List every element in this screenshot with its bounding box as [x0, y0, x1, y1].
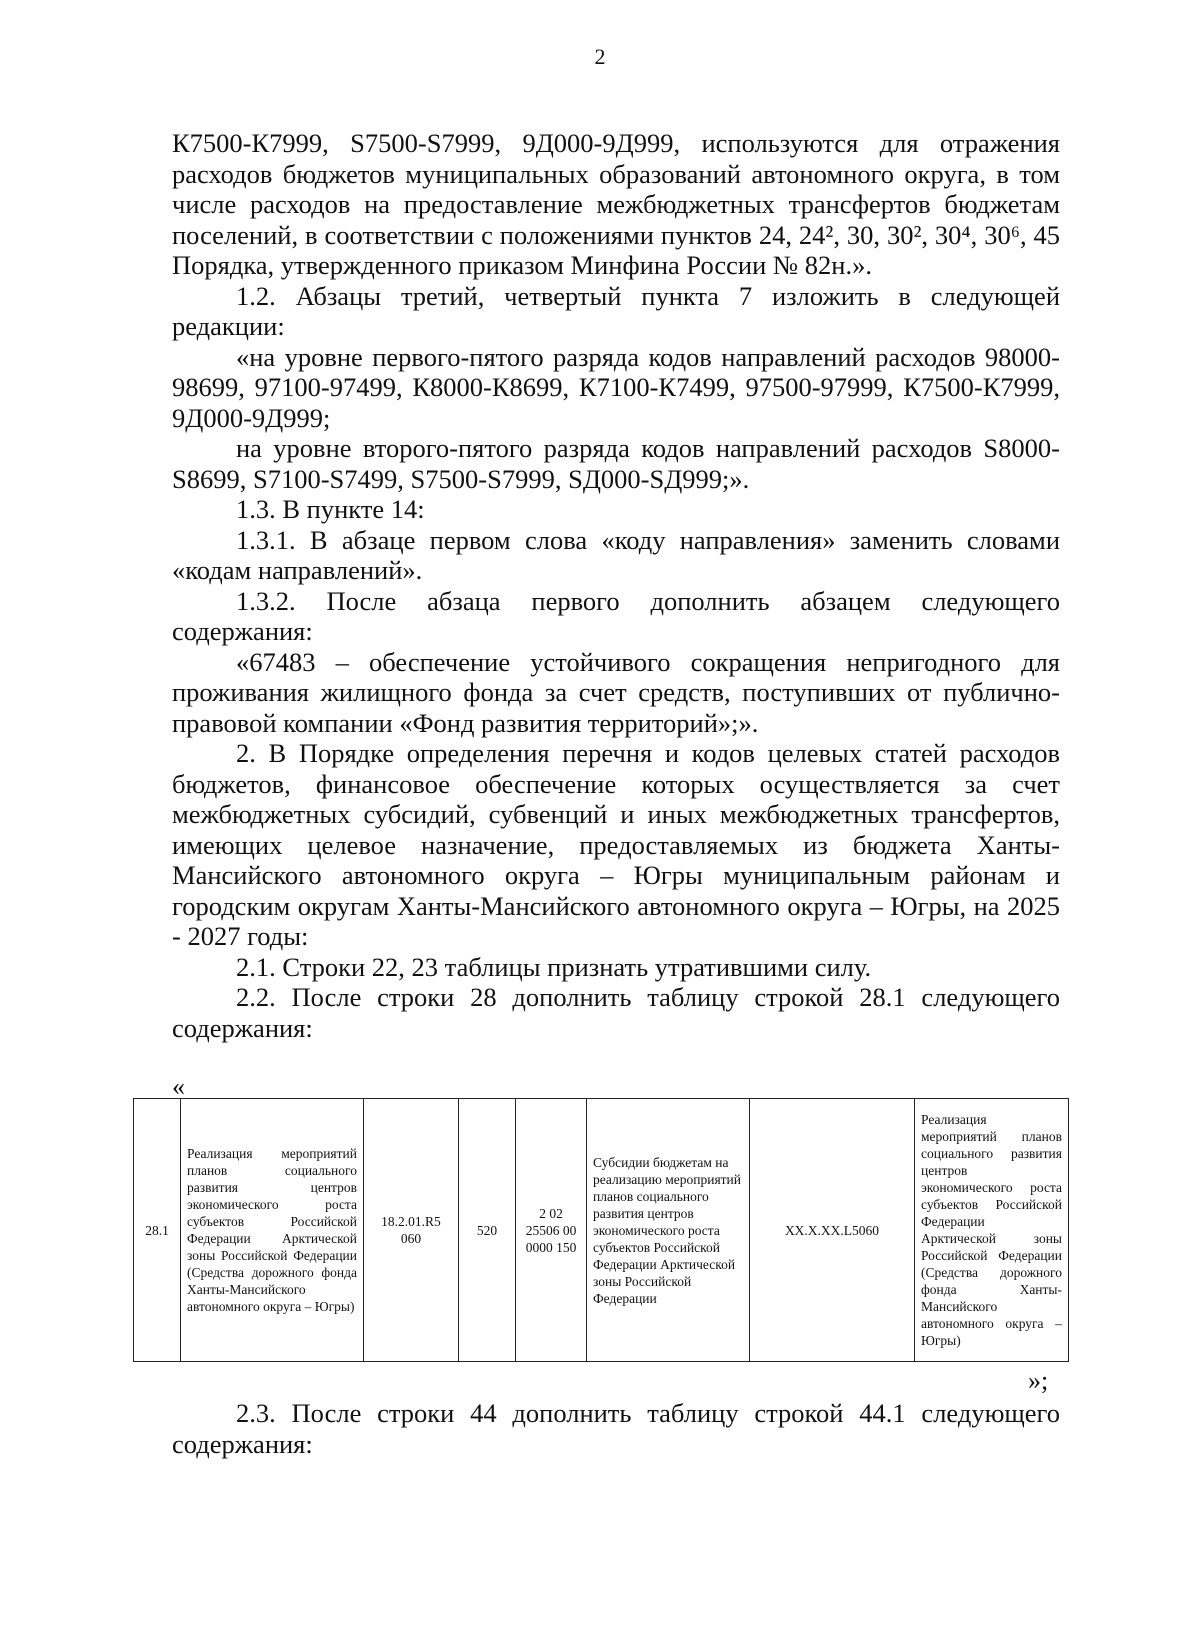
- quote-open-mark: «: [172, 1072, 185, 1101]
- paragraph: 1.3.1. В абзаце первом слова «коду направления» заменить словами «кодам направлений».: [172, 524, 1060, 585]
- document-tail: [172, 1398, 1060, 1459]
- paragraph: 1.3.2. После абзаца первого дополнить абзацем следующего содержания:: [172, 585, 1060, 646]
- expense-type-cell: 520: [459, 1099, 516, 1362]
- table-row: [134, 1099, 1069, 1362]
- paragraph: 1.3. В пункте 14:: [236, 494, 425, 524]
- quote-close-mark: »;: [1028, 1366, 1049, 1395]
- paragraph: «на уровне первого-пятого разряда кодов направлений расходов 98000-98699, 97100-97499, К8000-К8699, К7100-К7499, 97500-97999, К7500-К7999, 9Д000-9Д999;: [172, 341, 1060, 433]
- paragraph: К7500-К7999, S7500-S7999, 9Д000-9Д999, используются для отражения расходов бюджетов муниципальных образований автономного округа, в том числе расходов на предоставление межбюджетных трансфертов бюджетам поселений, в соответствии с положениями пунктов 24, 24², 30, 30², 30⁴, 30⁶, 45 Порядка, утвержденного приказом Минфина России № 82н.».: [172, 128, 1060, 280]
- paragraph: 2. В Порядке определения перечня и кодов целевых статей расходов бюджетов, финансовое обеспечение которых осуществляется за счет межбюджетных субсидий, субвенций и иных межбюджетных трансфертов, имеющих целевое назначение, предоставляемых из бюджета Ханты-Мансийского автономного округа – Югры муниципальным районам и городским округам Ханты-Мансийского автономного округа – Югры, на 2025 - 2027 годы:: [172, 738, 1060, 951]
- local-name-cell: Реализация мероприятий планов социального развития центров экономического роста субъектов Российской Федерации Арктической зоны Российской Федерации (Средства дорожного фонда Ханты-Мансийского автономного округа – Югры): [915, 1099, 1069, 1362]
- paragraph: 2.2. После строки 28 дополнить таблицу строкой 28.1 следующего содержания:: [172, 982, 1060, 1043]
- target-code-cell: 18.2.01.R5 060: [364, 1099, 459, 1362]
- row-number-cell: 28.1: [134, 1099, 181, 1362]
- paragraph: 1.2. Абзацы третий, четвертый пункта 7 изложить в следующей редакции:: [172, 280, 1060, 341]
- page-number: 2: [594, 44, 606, 69]
- document-body: [172, 128, 1060, 1043]
- subsidy-name-cell: Субсидии бюджетам на реализацию мероприятий планов социального развития центров экономического роста субъектов Российской Федерации Арктической зоны Российской Федерации: [587, 1099, 750, 1362]
- income-code-cell: 2 02 25506 00 0000 150: [516, 1099, 587, 1362]
- local-code-cell: XX.X.XX.L5060: [750, 1099, 915, 1362]
- paragraph: 2.3. После строки 44 дополнить таблицу строкой 44.1 следующего содержания:: [172, 1398, 1060, 1459]
- inserted-table-row: [133, 1098, 1069, 1362]
- expense-name-cell: Реализация мероприятий планов социального развития центров экономического роста субъектов Российской Федерации Арктической зоны Российской Федерации (Средства дорожного фонда Ханты-Мансийского автономного округа – Югры): [181, 1099, 364, 1362]
- paragraph: 2.1. Строки 22, 23 таблицы признать утратившими силу.: [236, 951, 872, 982]
- paragraph: на уровне второго-пятого разряда кодов направлений расходов S8000-S8699, S7100-S7499, S7500-S7999, SД000-SД999;».: [172, 433, 1060, 494]
- paragraph: «67483 – обеспечение устойчивого сокращения непригодного для проживания жилищного фонда за счет средств, поступивших от публично-правовой компании «Фонд развития территорий»;».: [172, 646, 1060, 738]
